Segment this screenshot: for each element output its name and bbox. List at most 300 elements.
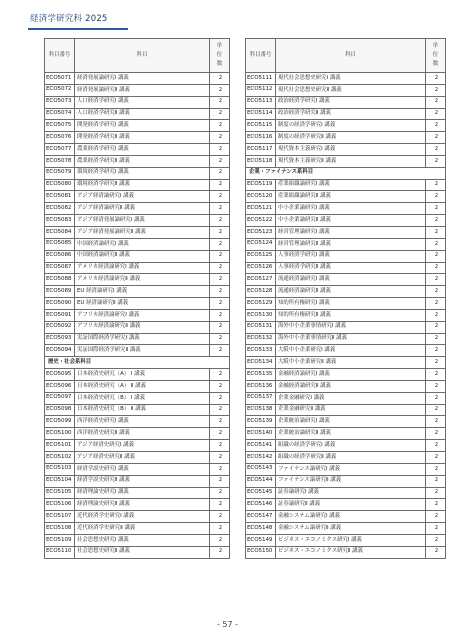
table-row bbox=[45, 274, 230, 286]
course-name-cell: 金融経済論研究Ⅰ 講義 bbox=[276, 369, 426, 381]
credits-cell: 2 bbox=[210, 298, 230, 310]
course-name-cell: 農業経済学研究Ⅱ 講義 bbox=[75, 155, 210, 167]
table-row bbox=[45, 487, 230, 499]
table-row bbox=[246, 321, 446, 333]
table-row bbox=[45, 380, 230, 392]
table-row bbox=[45, 262, 230, 274]
credits-cell: 2 bbox=[210, 108, 230, 120]
table-row bbox=[246, 499, 446, 511]
credits-cell: 2 bbox=[426, 73, 446, 85]
credits-cell: 2 bbox=[426, 546, 446, 558]
table-row bbox=[246, 298, 446, 310]
course-code-cell: ECO5094 bbox=[45, 345, 75, 357]
table-row bbox=[246, 345, 446, 357]
column-header-subject: 科目 bbox=[75, 39, 210, 73]
credits-cell: 2 bbox=[210, 369, 230, 381]
table-row bbox=[45, 84, 230, 96]
course-name-cell: アメリカ経済論研究Ⅰ 講義 bbox=[75, 262, 210, 274]
course-code-cell: ECO5099 bbox=[45, 416, 75, 428]
table-row bbox=[45, 392, 230, 404]
course-name-cell: 日本経済史研究（A） Ⅰ 講義 bbox=[75, 369, 210, 381]
section-header-row bbox=[246, 167, 446, 179]
course-name-cell: 流通経済論研究Ⅰ 講義 bbox=[276, 274, 426, 286]
table-row bbox=[246, 440, 446, 452]
course-name-cell: 産業組織論研究Ⅱ 講義 bbox=[276, 191, 426, 203]
course-code-cell: ECO5147 bbox=[246, 511, 276, 523]
table-row bbox=[246, 274, 446, 286]
course-code-cell: ECO5085 bbox=[45, 238, 75, 250]
credits-cell: 2 bbox=[426, 309, 446, 321]
course-name-cell: 経営管理論研究Ⅱ 講義 bbox=[276, 238, 426, 250]
credits-cell: 2 bbox=[426, 203, 446, 215]
table-row bbox=[246, 392, 446, 404]
course-code-cell: ECO5115 bbox=[246, 120, 276, 132]
course-name-cell: 実証国際経済学研究Ⅱ 講義 bbox=[75, 345, 210, 357]
table-row bbox=[45, 108, 230, 120]
credits-cell: 2 bbox=[426, 357, 446, 369]
table-row bbox=[45, 499, 230, 511]
credits-cell: 2 bbox=[210, 238, 230, 250]
course-name-cell: 政治経済学研究Ⅱ 講義 bbox=[276, 108, 426, 120]
credits-cell: 2 bbox=[426, 392, 446, 404]
course-code-cell: ECO5095 bbox=[45, 369, 75, 381]
table-row bbox=[45, 416, 230, 428]
table-row bbox=[45, 404, 230, 416]
table-row bbox=[45, 463, 230, 475]
credits-cell: 2 bbox=[426, 534, 446, 546]
table-row bbox=[45, 345, 230, 357]
credits-cell: 2 bbox=[426, 345, 446, 357]
course-name-cell: 制度の経済学研究Ⅰ 講義 bbox=[276, 120, 426, 132]
table-row bbox=[45, 215, 230, 227]
section-header-row bbox=[45, 357, 230, 369]
course-code-cell: ECO5073 bbox=[45, 96, 75, 108]
table-row bbox=[246, 215, 446, 227]
course-code-cell: ECO5123 bbox=[246, 226, 276, 238]
credits-cell: 2 bbox=[426, 440, 446, 452]
table-row bbox=[45, 226, 230, 238]
course-code-cell: ECO5106 bbox=[45, 499, 75, 511]
course-code-cell: ECO5131 bbox=[246, 321, 276, 333]
course-name-cell: 経済理論史研究Ⅱ 講義 bbox=[75, 499, 210, 511]
course-table-left bbox=[44, 38, 230, 559]
course-name-cell: アジア経済論研究Ⅰ 講義 bbox=[75, 191, 210, 203]
course-name-cell: 企業統治論研究Ⅰ 講義 bbox=[276, 416, 426, 428]
course-code-cell: ECO5107 bbox=[45, 511, 75, 523]
course-name-cell: 知的所有権研究Ⅰ 講義 bbox=[276, 298, 426, 310]
course-code-cell: ECO5122 bbox=[246, 215, 276, 227]
credits-cell: 2 bbox=[426, 155, 446, 167]
table-row bbox=[45, 144, 230, 156]
course-name-cell: アフリカ経済論研究Ⅰ 講義 bbox=[75, 309, 210, 321]
course-name-cell: 人口経済学研究Ⅰ 講義 bbox=[75, 96, 210, 108]
course-name-cell: 日本経済史研究（B） Ⅰ 講義 bbox=[75, 392, 210, 404]
credits-cell: 2 bbox=[426, 369, 446, 381]
credits-cell: 2 bbox=[210, 392, 230, 404]
table-row bbox=[45, 475, 230, 487]
credits-cell: 2 bbox=[426, 250, 446, 262]
course-code-cell: ECO5071 bbox=[45, 73, 75, 85]
course-code-cell: ECO5089 bbox=[45, 286, 75, 298]
credits-cell: 2 bbox=[210, 120, 230, 132]
column-header-code: 科目番号 bbox=[246, 39, 276, 73]
course-name-cell: 経営管理論研究Ⅰ 講義 bbox=[276, 226, 426, 238]
credits-cell: 2 bbox=[426, 191, 446, 203]
course-name-cell: 西洋経済史研究Ⅱ 講義 bbox=[75, 428, 210, 440]
course-name-cell: 経済発展論研究Ⅰ 講義 bbox=[75, 73, 210, 85]
course-name-cell: ビジネス・エコノミクス研究Ⅰ 講義 bbox=[276, 534, 426, 546]
course-name-cell: 人口経済学研究Ⅱ 講義 bbox=[75, 108, 210, 120]
course-name-cell: 流通経済論研究Ⅱ 講義 bbox=[276, 286, 426, 298]
course-code-cell: ECO5126 bbox=[246, 262, 276, 274]
table-row bbox=[246, 416, 446, 428]
course-code-cell: ECO5092 bbox=[45, 321, 75, 333]
credits-cell: 2 bbox=[426, 428, 446, 440]
course-name-cell: 日本経済史研究（B） Ⅱ 講義 bbox=[75, 404, 210, 416]
course-code-cell: ECO5150 bbox=[246, 546, 276, 558]
credits-cell: 2 bbox=[210, 144, 230, 156]
column-header-code: 科目番号 bbox=[45, 39, 75, 73]
course-name-cell: ビジネス・エコノミクス研究Ⅱ 講義 bbox=[276, 546, 426, 558]
credits-cell: 2 bbox=[210, 511, 230, 523]
table-row bbox=[45, 179, 230, 191]
course-code-cell: ECO5136 bbox=[246, 380, 276, 392]
course-code-cell: ECO5109 bbox=[45, 534, 75, 546]
course-name-cell: 近代経済学史研究Ⅱ 講義 bbox=[75, 523, 210, 535]
course-name-cell: 金融システム論研究Ⅰ 講義 bbox=[276, 511, 426, 523]
table-row bbox=[45, 286, 230, 298]
page-number: - 57 - bbox=[216, 620, 239, 629]
credits-cell: 2 bbox=[426, 108, 446, 120]
credits-cell: 2 bbox=[426, 262, 446, 274]
table-row bbox=[45, 120, 230, 132]
course-code-cell: ECO5134 bbox=[246, 357, 276, 369]
course-name-cell: 実証国際経済学研究Ⅰ 講義 bbox=[75, 333, 210, 345]
course-code-cell: ECO5088 bbox=[45, 274, 75, 286]
course-name-cell: 海外中小企業事情研究Ⅱ 講義 bbox=[276, 333, 426, 345]
course-name-cell: アジア経済発展論研究Ⅱ 講義 bbox=[75, 226, 210, 238]
section-title: 企業・ファイナンス系科目 bbox=[246, 167, 446, 179]
course-name-cell: 企業統治論研究Ⅱ 講義 bbox=[276, 428, 426, 440]
table-row bbox=[246, 250, 446, 262]
course-code-cell: ECO5125 bbox=[246, 250, 276, 262]
course-name-cell: 組織の経済学研究Ⅱ 講義 bbox=[276, 452, 426, 464]
course-code-cell: ECO5116 bbox=[246, 132, 276, 144]
credits-cell: 2 bbox=[210, 286, 230, 298]
course-code-cell: ECO5124 bbox=[246, 238, 276, 250]
course-code-cell: ECO5096 bbox=[45, 380, 75, 392]
course-name-cell: 制度の経済学研究Ⅱ 講義 bbox=[276, 132, 426, 144]
course-name-cell: 証券論研究Ⅱ 講義 bbox=[276, 499, 426, 511]
table-row bbox=[246, 309, 446, 321]
credits-cell: 2 bbox=[210, 404, 230, 416]
course-name-cell: 中小企業論研究Ⅰ 講義 bbox=[276, 203, 426, 215]
course-code-cell: ECO5074 bbox=[45, 108, 75, 120]
table-row bbox=[45, 546, 230, 558]
table-row bbox=[246, 404, 446, 416]
course-name-cell: 経済理論史研究Ⅰ 講義 bbox=[75, 487, 210, 499]
credits-cell: 2 bbox=[210, 463, 230, 475]
table-row bbox=[45, 534, 230, 546]
course-code-cell: ECO5093 bbox=[45, 333, 75, 345]
course-code-cell: ECO5082 bbox=[45, 203, 75, 215]
course-code-cell: ECO5091 bbox=[45, 309, 75, 321]
credits-cell: 2 bbox=[210, 73, 230, 85]
credits-cell: 2 bbox=[426, 404, 446, 416]
table-header-row bbox=[246, 39, 446, 73]
course-name-cell: 環境経済学研究Ⅰ 講義 bbox=[75, 167, 210, 179]
course-name-cell: 大阪中小企業研究Ⅰ 講義 bbox=[276, 345, 426, 357]
course-name-cell: EU 経済論研究Ⅱ 講義 bbox=[75, 298, 210, 310]
credits-cell: 2 bbox=[210, 534, 230, 546]
table-row bbox=[246, 108, 446, 120]
table-row bbox=[45, 132, 230, 144]
course-name-cell: 中国経済論研究Ⅰ 講義 bbox=[75, 238, 210, 250]
course-name-cell: アメリカ経済論研究Ⅱ 講義 bbox=[75, 274, 210, 286]
credits-cell: 2 bbox=[210, 380, 230, 392]
course-code-cell: ECO5145 bbox=[246, 487, 276, 499]
table-row bbox=[45, 428, 230, 440]
course-name-cell: 日本経済史研究（A） Ⅱ 講義 bbox=[75, 380, 210, 392]
credits-cell: 2 bbox=[426, 120, 446, 132]
course-code-cell: ECO5086 bbox=[45, 250, 75, 262]
credits-cell: 2 bbox=[210, 499, 230, 511]
table-row bbox=[45, 298, 230, 310]
course-code-cell: ECO5120 bbox=[246, 191, 276, 203]
course-code-cell: ECO5078 bbox=[45, 155, 75, 167]
credits-cell: 2 bbox=[210, 452, 230, 464]
course-code-cell: ECO5104 bbox=[45, 475, 75, 487]
course-code-cell: ECO5143 bbox=[246, 463, 276, 475]
course-code-cell: ECO5101 bbox=[45, 440, 75, 452]
course-code-cell: ECO5111 bbox=[246, 73, 276, 85]
course-code-cell: ECO5110 bbox=[45, 546, 75, 558]
course-name-cell: 現代社会思想史研究Ⅰ 講義 bbox=[276, 73, 426, 85]
column-header-subject: 科目 bbox=[276, 39, 426, 73]
table-row bbox=[45, 511, 230, 523]
course-code-cell: ECO5075 bbox=[45, 120, 75, 132]
table-row bbox=[45, 309, 230, 321]
table-row bbox=[45, 203, 230, 215]
course-code-cell: ECO5083 bbox=[45, 215, 75, 227]
course-code-cell: ECO5135 bbox=[246, 369, 276, 381]
course-code-cell: ECO5128 bbox=[246, 286, 276, 298]
table-row bbox=[246, 262, 446, 274]
course-name-cell: 金融経済論研究Ⅱ 講義 bbox=[276, 380, 426, 392]
table-row bbox=[246, 179, 446, 191]
credits-cell: 2 bbox=[210, 167, 230, 179]
credits-cell: 2 bbox=[426, 499, 446, 511]
table-row bbox=[45, 369, 230, 381]
credits-cell: 2 bbox=[426, 463, 446, 475]
course-code-cell: ECO5102 bbox=[45, 452, 75, 464]
course-code-cell: ECO5087 bbox=[45, 262, 75, 274]
course-name-cell: アジア経済論研究Ⅱ 講義 bbox=[75, 203, 210, 215]
credits-cell: 2 bbox=[210, 96, 230, 108]
table-row bbox=[45, 191, 230, 203]
course-code-cell: ECO5142 bbox=[246, 452, 276, 464]
table-row bbox=[246, 534, 446, 546]
credits-cell: 2 bbox=[426, 144, 446, 156]
table-row bbox=[246, 191, 446, 203]
course-code-cell: ECO5129 bbox=[246, 298, 276, 310]
table-body-left bbox=[45, 73, 230, 559]
course-code-cell: ECO5081 bbox=[45, 191, 75, 203]
course-code-cell: ECO5141 bbox=[246, 440, 276, 452]
credits-cell: 2 bbox=[426, 274, 446, 286]
course-name-cell: ファイナンス論研究Ⅰ 講義 bbox=[276, 463, 426, 475]
credits-cell: 2 bbox=[210, 262, 230, 274]
section-title: 歴史・社会系科目 bbox=[45, 357, 230, 369]
credits-cell: 2 bbox=[426, 226, 446, 238]
course-code-cell: ECO5114 bbox=[246, 108, 276, 120]
credits-cell: 2 bbox=[426, 215, 446, 227]
credits-cell: 2 bbox=[426, 96, 446, 108]
course-name-cell: 現代資本主義研究Ⅰ 講義 bbox=[276, 144, 426, 156]
credits-cell: 2 bbox=[426, 487, 446, 499]
course-name-cell: 農業経済学研究Ⅰ 講義 bbox=[75, 144, 210, 156]
column-header-credits: 単位数 bbox=[426, 39, 446, 73]
course-code-cell: ECO5146 bbox=[246, 499, 276, 511]
course-code-cell: ECO5108 bbox=[45, 523, 75, 535]
table-row bbox=[45, 238, 230, 250]
course-code-cell: ECO5140 bbox=[246, 428, 276, 440]
table-row bbox=[45, 155, 230, 167]
course-name-cell: 企業金融研究Ⅰ 講義 bbox=[276, 392, 426, 404]
table-row bbox=[246, 155, 446, 167]
table-row bbox=[246, 96, 446, 108]
credits-cell: 2 bbox=[210, 321, 230, 333]
course-name-cell: 金融システム論研究Ⅱ 講義 bbox=[276, 523, 426, 535]
course-name-cell: 開発経済学研究Ⅰ 講義 bbox=[75, 120, 210, 132]
credits-cell: 2 bbox=[210, 274, 230, 286]
table-row bbox=[246, 238, 446, 250]
column-header-credits: 単位数 bbox=[210, 39, 230, 73]
table-row bbox=[246, 428, 446, 440]
credits-cell: 2 bbox=[210, 475, 230, 487]
course-code-cell: ECO5119 bbox=[246, 179, 276, 191]
table-row bbox=[45, 250, 230, 262]
course-name-cell: 知的所有権研究Ⅱ 講義 bbox=[276, 309, 426, 321]
credits-cell: 2 bbox=[426, 321, 446, 333]
credits-cell: 2 bbox=[426, 286, 446, 298]
course-code-cell: ECO5100 bbox=[45, 428, 75, 440]
table-row bbox=[45, 440, 230, 452]
table-row bbox=[246, 203, 446, 215]
course-code-cell: ECO5118 bbox=[246, 155, 276, 167]
course-code-cell: ECO5084 bbox=[45, 226, 75, 238]
credits-cell: 2 bbox=[426, 380, 446, 392]
course-name-cell: 西洋経済史研究Ⅰ 講義 bbox=[75, 416, 210, 428]
credits-cell: 2 bbox=[426, 179, 446, 191]
course-code-cell: ECO5139 bbox=[246, 416, 276, 428]
course-code-cell: ECO5076 bbox=[45, 132, 75, 144]
course-name-cell: 産業組織論研究Ⅰ 講義 bbox=[276, 179, 426, 191]
course-code-cell: ECO5130 bbox=[246, 309, 276, 321]
credits-cell: 2 bbox=[210, 179, 230, 191]
credits-cell: 2 bbox=[210, 523, 230, 535]
credits-cell: 2 bbox=[426, 298, 446, 310]
course-name-cell: 中国経済論研究Ⅱ 講義 bbox=[75, 250, 210, 262]
course-name-cell: 大阪中小企業研究Ⅱ 講義 bbox=[276, 357, 426, 369]
course-code-cell: ECO5148 bbox=[246, 523, 276, 535]
course-name-cell: 証券論研究Ⅰ 講義 bbox=[276, 487, 426, 499]
course-code-cell: ECO5112 bbox=[246, 84, 276, 96]
course-code-cell: ECO5133 bbox=[246, 345, 276, 357]
credits-cell: 2 bbox=[210, 309, 230, 321]
table-row bbox=[246, 369, 446, 381]
table-row bbox=[246, 333, 446, 345]
credits-cell: 2 bbox=[210, 546, 230, 558]
course-name-cell: アジア経済史研究Ⅱ 講義 bbox=[75, 452, 210, 464]
table-row bbox=[45, 321, 230, 333]
course-code-cell: ECO5138 bbox=[246, 404, 276, 416]
course-code-cell: ECO5144 bbox=[246, 475, 276, 487]
table-row bbox=[246, 73, 446, 85]
course-name-cell: アフリカ経済論研究Ⅱ 講義 bbox=[75, 321, 210, 333]
table-row bbox=[246, 475, 446, 487]
credits-cell: 2 bbox=[426, 523, 446, 535]
course-code-cell: ECO5077 bbox=[45, 144, 75, 156]
credits-cell: 2 bbox=[210, 155, 230, 167]
credits-cell: 2 bbox=[210, 333, 230, 345]
course-name-cell: 人事経済学研究Ⅱ 講義 bbox=[276, 262, 426, 274]
course-name-cell: EU 経済論研究Ⅰ 講義 bbox=[75, 286, 210, 298]
course-name-cell: 中小企業論研究Ⅱ 講義 bbox=[276, 215, 426, 227]
course-name-cell: 経済学説史研究Ⅰ 講義 bbox=[75, 463, 210, 475]
course-name-cell: 近代経済学史研究Ⅰ 講義 bbox=[75, 511, 210, 523]
table-row bbox=[45, 167, 230, 179]
course-name-cell: 現代社会思想史研究Ⅱ 講義 bbox=[276, 84, 426, 96]
credits-cell: 2 bbox=[426, 475, 446, 487]
table-row bbox=[45, 333, 230, 345]
table-row bbox=[246, 463, 446, 475]
course-name-cell: 組織の経済学研究Ⅰ 講義 bbox=[276, 440, 426, 452]
course-code-cell: ECO5090 bbox=[45, 298, 75, 310]
course-code-cell: ECO5103 bbox=[45, 463, 75, 475]
course-code-cell: ECO5080 bbox=[45, 179, 75, 191]
table-row bbox=[246, 286, 446, 298]
credits-cell: 2 bbox=[210, 203, 230, 215]
credits-cell: 2 bbox=[426, 452, 446, 464]
credits-cell: 2 bbox=[210, 345, 230, 357]
credits-cell: 2 bbox=[426, 333, 446, 345]
course-code-cell: ECO5121 bbox=[246, 203, 276, 215]
credits-cell: 2 bbox=[426, 132, 446, 144]
credits-cell: 2 bbox=[210, 226, 230, 238]
course-code-cell: ECO5117 bbox=[246, 144, 276, 156]
header-underline bbox=[28, 28, 128, 30]
course-code-cell: ECO5079 bbox=[45, 167, 75, 179]
credits-cell: 2 bbox=[210, 215, 230, 227]
table-header-row bbox=[45, 39, 230, 73]
credits-cell: 2 bbox=[210, 487, 230, 499]
course-name-cell: 政治経済学研究Ⅰ 講義 bbox=[276, 96, 426, 108]
course-table-right bbox=[245, 38, 446, 559]
credits-cell: 2 bbox=[426, 238, 446, 250]
course-name-cell: 環境経済学研究Ⅱ 講義 bbox=[75, 179, 210, 191]
course-code-cell: ECO5132 bbox=[246, 333, 276, 345]
course-name-cell: 人事経済学研究Ⅰ 講義 bbox=[276, 250, 426, 262]
course-code-cell: ECO5072 bbox=[45, 84, 75, 96]
course-code-cell: ECO5113 bbox=[246, 96, 276, 108]
course-code-cell: ECO5097 bbox=[45, 392, 75, 404]
course-name-cell: 現代資本主義研究Ⅱ 講義 bbox=[276, 155, 426, 167]
course-name-cell: 海外中小企業事情研究Ⅰ 講義 bbox=[276, 321, 426, 333]
course-name-cell: 開発経済学研究Ⅱ 講義 bbox=[75, 132, 210, 144]
table-row bbox=[246, 120, 446, 132]
credits-cell: 2 bbox=[426, 416, 446, 428]
